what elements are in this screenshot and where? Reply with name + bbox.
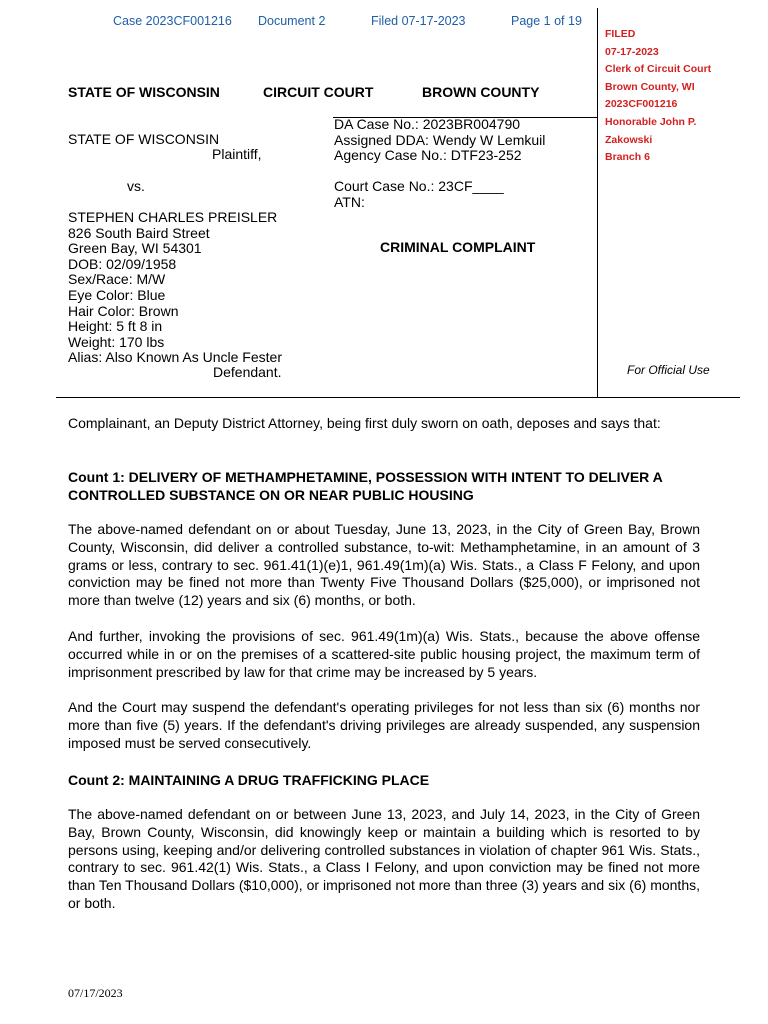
count1-heading: Count 1: DELIVERY OF METHAMPHETAMINE, POSSESSION WITH INTENT TO DELIVER A CONTROLLED SUBSTANCE ON OR NEAR PUBLIC HOUSING [68, 469, 663, 503]
stamp-page-number: Page 1 of 19 [511, 14, 582, 28]
defendant-weight: Weight: 170 lbs [68, 333, 165, 350]
defendant-hair-color: Hair Color: Brown [68, 302, 179, 319]
official-use-label: For Official Use [627, 363, 710, 377]
defendant-role: Defendant. [213, 364, 282, 380]
filed-stamp [605, 26, 765, 167]
case-info-block [334, 117, 545, 164]
defendant-address-street: 826 South Baird Street [68, 224, 210, 241]
caption-vertical-divider [597, 8, 598, 397]
stamp-case-number: Case 2023CF001216 [113, 14, 232, 28]
document-title: CRIMINAL COMPLAINT [380, 239, 536, 255]
filed-date: 07-17-2023 [605, 45, 659, 58]
atn-label: ATN: [334, 193, 365, 210]
filed-judge: Honorable John P. Zakowski [605, 115, 697, 146]
filed-label: FILED [605, 28, 636, 40]
defendant-address-city: Green Bay, WI 54301 [68, 240, 202, 257]
agency-case-number: Agency Case No.: DTF23-252 [334, 147, 522, 164]
defendant-dob: DOB: 02/09/1958 [68, 255, 177, 272]
stamp-document-number: Document 2 [258, 14, 326, 28]
defendant-alias: Alias: Also Known As Uncle Fester [68, 349, 282, 366]
plaintiff-role: Plaintiff, [212, 146, 262, 162]
defendant-sex-race: Sex/Race: M/W [68, 271, 166, 288]
footer-date: 07/17/2023 [68, 986, 123, 1000]
court-case-number: Court Case No.: 23CF____ [334, 178, 504, 194]
filed-county: Brown County, WI [605, 80, 695, 93]
count2-heading: Count 2: MAINTAINING A DRUG TRAFFICKING PLACE [68, 772, 430, 788]
defendant-eye-color: Eye Color: Blue [68, 286, 166, 303]
count1-paragraph-2: And further, invoking the provisions of sec. 961.49(1m)(a) Wis. Stats., because the above offense occurred while in or on the premises of a scattered-site public housing project, the maximum term of imprisonment prescribed by law for that crime may be increased by 5 years. [68, 628, 700, 680]
filed-clerk: Clerk of Circuit Court [605, 63, 712, 76]
caption-state: STATE OF WISCONSIN [68, 84, 220, 100]
count2-paragraph-1: The above-named defendant on or between June 13, 2023, and July 14, 2023, in the City of Green Bay, Brown County, Wisconsin, did knowingly keep or maintain a building which is resorted to by persons using, keeping and/or delivering controlled substances in violation of chapter 961 Wis. Stats., contrary to sec. 961.42(1) Wis. Stats., a Class I Felony, and upon conviction may be fined not more than Ten Thousand Dollars ($10,000), or imprisoned not more than three (3) years and six (6) months, or both. [68, 806, 700, 911]
caption-county: BROWN COUNTY [422, 84, 540, 100]
da-case-number: DA Case No.: 2023BR004790 [334, 116, 521, 132]
defendant-block [68, 210, 282, 366]
count1-paragraph-3: And the Court may suspend the defendant's operating privileges for not less than six (6) months nor more than five (5) years. If the defendant's driving privileges are already suspended, any suspension imposed must be served consecutively. [68, 699, 700, 751]
filed-case-number: 2023CF001216 [605, 98, 678, 111]
count1-paragraph-1: The above-named defendant on or about Tuesday, June 13, 2023, in the City of Green Bay, Brown County, Wisconsin, did deliver a controlled substance, to-wit: Methamphetamine, in an amount of 3 grams or less, contrary to sec. 961.41(1)(e)1, 961.49(1m)(a) Wis. Stats., a Class F Felony, and upon conviction may be fined not more than Twenty Five Thousand Dollars ($25,000), or imprisoned not more than twelve (12) years and six (6) months, or both. [68, 521, 700, 609]
defendant-name: STEPHEN CHARLES PREISLER [68, 209, 278, 225]
caption-court: CIRCUIT COURT [263, 84, 374, 100]
versus-label: vs. [127, 178, 145, 194]
assigned-dda: Assigned DDA: Wendy W Lemkuil [334, 131, 546, 148]
caption-bottom-divider [56, 397, 740, 398]
plaintiff-name: STATE OF WISCONSIN [68, 131, 220, 147]
stamp-filed-date: Filed 07-17-2023 [371, 14, 466, 28]
court-case-block [334, 179, 504, 210]
filed-branch: Branch 6 [605, 151, 650, 164]
defendant-height: Height: 5 ft 8 in [68, 318, 163, 335]
intro-paragraph: Complainant, an Deputy District Attorney, being first duly sworn on oath, deposes and says that: [68, 415, 661, 431]
